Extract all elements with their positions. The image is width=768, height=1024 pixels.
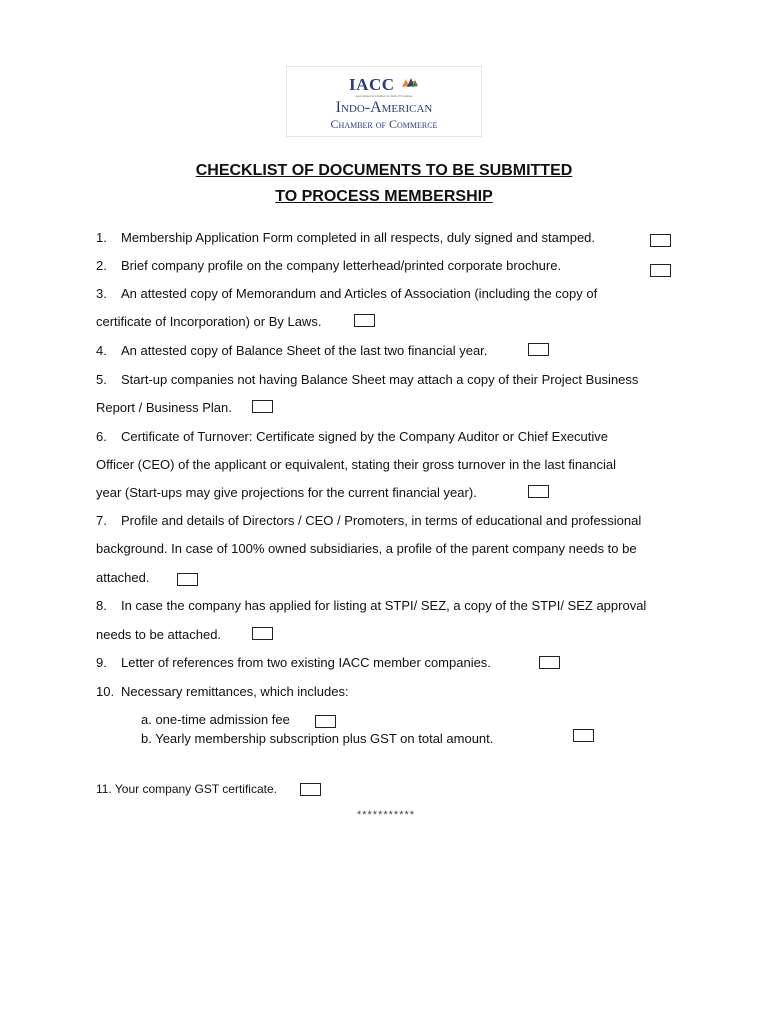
checkbox-admission-fee[interactable] <box>315 715 336 728</box>
logo-name-line1: Indo-American <box>335 99 433 116</box>
item-number: 7. <box>96 513 107 528</box>
checklist-item-6-cont2: year (Start-ups may give projections for the current financial year). <box>96 485 477 500</box>
item-text: Membership Application Form completed in all respects, duly signed and stamped. <box>121 230 596 245</box>
sub-item-admission-fee: a. one-time admission fee <box>141 712 290 727</box>
checklist-item-3 <box>96 285 597 303</box>
checkbox-item-3[interactable] <box>354 314 375 327</box>
item-number: 9. <box>96 655 107 670</box>
checklist-item-7 <box>96 512 641 530</box>
item-number: 6. <box>96 429 107 444</box>
checkbox-yearly-subscription[interactable] <box>573 729 594 742</box>
item-text: An attested copy of Memorandum and Articles of Association (including the copy of <box>121 286 598 301</box>
item-text: Letter of references from two existing IACC member companies. <box>121 655 491 670</box>
flag-emblem-icon <box>401 76 419 94</box>
checkbox-item-11[interactable] <box>300 783 321 796</box>
checkbox-item-5[interactable] <box>252 400 273 413</box>
item-text: Start-up companies not having Balance Sheet may attach a copy of their Project Business <box>121 372 639 387</box>
checklist-item-6-cont1: Officer (CEO) of the applicant or equivalent, stating their gross turnover in the last financial <box>96 457 617 472</box>
sub-item-yearly-subscription: b. Yearly membership subscription plus GST on total amount. <box>141 731 494 746</box>
checkbox-item-6[interactable] <box>528 485 549 498</box>
item-text: An attested copy of Balance Sheet of the last two financial year. <box>121 343 488 358</box>
checklist-item-4 <box>96 342 487 360</box>
checklist-item-8 <box>96 597 646 615</box>
checklist-item-7-cont2: attached. <box>96 570 150 585</box>
checklist-item-2 <box>96 257 561 275</box>
item-number: 3. <box>96 286 107 301</box>
checklist-item-3-cont: certificate of Incorporation) or By Laws. <box>96 314 322 329</box>
checkbox-item-9[interactable] <box>539 656 560 669</box>
checkbox-item-8[interactable] <box>252 627 273 640</box>
item-text: Certificate of Turnover: Certificate signed by the Company Auditor or Chief Executive <box>121 429 609 444</box>
checklist-item-5-cont: Report / Business Plan. <box>96 400 232 415</box>
checklist-item-11: 11. Your company GST certificate. <box>96 782 277 796</box>
item-text: Necessary remittances, which includes: <box>121 684 349 699</box>
checklist-item-7-cont1: background. In case of 100% owned subsidiaries, a profile of the parent company needs to be <box>96 541 637 556</box>
iacc-logo <box>286 66 482 137</box>
checkbox-item-4[interactable] <box>528 343 549 356</box>
checklist-item-6 <box>96 428 608 446</box>
logo-name-line2: Chamber of Commerce <box>330 117 438 131</box>
item-number: 8. <box>96 598 107 613</box>
item-text: In case the company has applied for listing at STPI/ SEZ, a copy of the STPI/ SEZ approval <box>121 598 647 613</box>
document-title-line1: CHECKLIST OF DOCUMENTS TO BE SUBMITTED <box>195 162 573 179</box>
end-separator: *********** <box>356 809 416 821</box>
document-title-line2: TO PROCESS MEMBERSHIP <box>275 188 493 205</box>
checklist-item-1 <box>96 229 595 247</box>
checkbox-item-7[interactable] <box>177 573 198 586</box>
item-text: Profile and details of Directors / CEO / Promoters, in terms of educational and professional <box>121 513 642 528</box>
item-text: Brief company profile on the company letterhead/printed corporate brochure. <box>121 258 562 273</box>
item-number: 1. <box>96 230 107 245</box>
logo-tagline: Apex Industrial Chamber for India US business <box>355 94 413 98</box>
checklist-item-8-cont: needs to be attached. <box>96 627 222 642</box>
item-number: 2. <box>96 258 107 273</box>
item-number: 10. <box>96 684 115 699</box>
logo-acronym: IACC <box>349 75 395 94</box>
item-number: 4. <box>96 343 107 358</box>
item-number: 5. <box>96 372 107 387</box>
checklist-item-10 <box>96 683 349 701</box>
checklist-item-5 <box>96 371 638 389</box>
checklist-item-9 <box>96 654 491 672</box>
checkbox-item-2[interactable] <box>650 264 671 277</box>
checkbox-item-1[interactable] <box>650 234 671 247</box>
